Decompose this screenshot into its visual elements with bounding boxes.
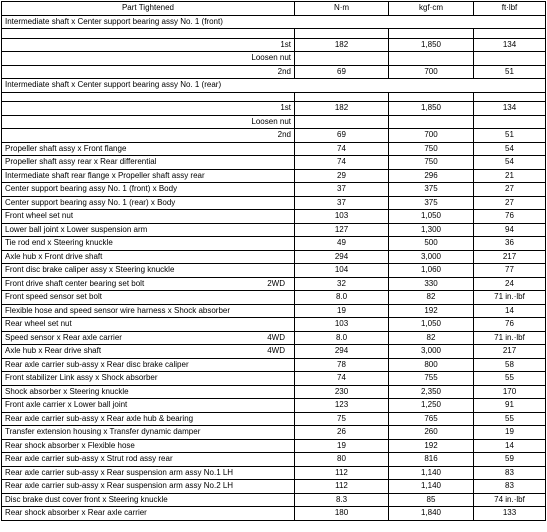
part-name-cell <box>2 453 295 467</box>
empty-cell <box>295 29 389 39</box>
table-body <box>2 15 546 520</box>
torque-ft-lbf: 51 <box>474 129 546 143</box>
table-row <box>2 399 546 413</box>
part-name-cell <box>2 142 295 156</box>
torque-ft-lbf: 94 <box>474 223 546 237</box>
torque-ft-lbf: 170 <box>474 385 546 399</box>
step-label: 1st <box>2 38 295 52</box>
table-row <box>2 223 546 237</box>
empty-cell <box>295 92 389 102</box>
table-row <box>2 196 546 210</box>
torque-nm: 112 <box>295 480 389 494</box>
torque-kgf-cm: 816 <box>389 453 474 467</box>
table-row <box>2 439 546 453</box>
step-label: Loosen nut <box>2 115 295 129</box>
torque-nm: 230 <box>295 385 389 399</box>
table-row <box>2 507 546 521</box>
torque-nm: 182 <box>295 38 389 52</box>
table-row <box>2 291 546 305</box>
torque-ft-lbf <box>474 115 546 129</box>
torque-nm: 294 <box>295 345 389 359</box>
part-name: Center support bearing assy No. 1 (front) x Body <box>5 184 178 194</box>
table-header-row <box>2 2 546 16</box>
table-row <box>2 412 546 426</box>
torque-ft-lbf: 14 <box>474 439 546 453</box>
part-name-cell <box>2 345 295 359</box>
torque-ft-lbf: 91 <box>474 399 546 413</box>
empty-cell <box>2 92 295 102</box>
torque-kgf-cm: 296 <box>389 169 474 183</box>
torque-kgf-cm: 82 <box>389 331 474 345</box>
torque-kgf-cm: 1,850 <box>389 38 474 52</box>
torque-ft-lbf: 14 <box>474 304 546 318</box>
table-row <box>2 345 546 359</box>
part-name: Rear axle carrier sub-assy x Rear axle hub & bearing <box>5 413 194 423</box>
part-name-cell <box>2 237 295 251</box>
table-row <box>2 385 546 399</box>
part-name: Flexible hose and speed sensor wire harness x Shock absorber <box>5 305 231 315</box>
part-name: Front wheel set nut <box>5 211 74 221</box>
torque-kgf-cm: 1,140 <box>389 466 474 480</box>
part-name: Rear wheel set nut <box>5 319 72 329</box>
torque-kgf-cm: 765 <box>389 412 474 426</box>
table-row <box>2 250 546 264</box>
table-row <box>2 183 546 197</box>
part-name-cell <box>2 480 295 494</box>
part-name: Shock absorber x Steering knuckle <box>5 386 129 396</box>
drive-condition: 4WD <box>267 346 285 356</box>
part-name-cell <box>2 156 295 170</box>
torque-ft-lbf: 27 <box>474 183 546 197</box>
torque-nm: 69 <box>295 129 389 143</box>
table-row <box>2 466 546 480</box>
part-name: Rear axle carrier sub-assy x Rear suspension arm assy No.1 LH <box>5 467 234 477</box>
torque-kgf-cm: 750 <box>389 142 474 156</box>
table-row <box>2 480 546 494</box>
torque-ft-lbf: 27 <box>474 196 546 210</box>
torque-kgf-cm: 1,050 <box>389 210 474 224</box>
part-name: Intermediate shaft rear flange x Propeller shaft assy rear <box>5 170 205 180</box>
torque-spec-table <box>1 1 546 521</box>
torque-kgf-cm <box>389 52 474 66</box>
table-row <box>2 79 546 93</box>
torque-kgf-cm: 1,300 <box>389 223 474 237</box>
torque-kgf-cm: 1,050 <box>389 318 474 332</box>
table-row <box>2 142 546 156</box>
torque-nm: 32 <box>295 277 389 291</box>
table-row <box>2 65 546 79</box>
part-name-cell <box>2 372 295 386</box>
torque-ft-lbf: 58 <box>474 358 546 372</box>
torque-ft-lbf: 134 <box>474 38 546 52</box>
table-row <box>2 493 546 507</box>
torque-kgf-cm: 3,000 <box>389 345 474 359</box>
drive-condition: 2WD <box>267 278 285 288</box>
torque-nm: 78 <box>295 358 389 372</box>
table-row <box>2 277 546 291</box>
part-name: Front speed sensor set bolt <box>5 292 102 302</box>
part-name-cell <box>2 385 295 399</box>
step-label: 2nd <box>2 129 295 143</box>
empty-cell <box>389 29 474 39</box>
table-row <box>2 331 546 345</box>
torque-nm: 180 <box>295 507 389 521</box>
part-name-cell <box>2 264 295 278</box>
table-row <box>2 15 546 29</box>
table-row <box>2 52 546 66</box>
part-name: Transfer extension housing x Transfer dynamic damper <box>5 427 201 437</box>
torque-kgf-cm: 700 <box>389 65 474 79</box>
part-name: Tie rod end x Steering knuckle <box>5 238 113 248</box>
torque-kgf-cm: 1,850 <box>389 102 474 116</box>
torque-ft-lbf: 133 <box>474 507 546 521</box>
part-name-cell <box>2 291 295 305</box>
torque-ft-lbf: 55 <box>474 372 546 386</box>
torque-nm: 69 <box>295 65 389 79</box>
part-name: Propeller shaft assy x Front flange <box>5 143 127 153</box>
part-name-cell <box>2 412 295 426</box>
torque-nm: 37 <box>295 196 389 210</box>
part-name-cell <box>2 250 295 264</box>
torque-nm: 123 <box>295 399 389 413</box>
torque-ft-lbf: 55 <box>474 412 546 426</box>
torque-ft-lbf <box>474 52 546 66</box>
part-name: Rear axle carrier sub-assy x Rear disc brake caliper <box>5 359 189 369</box>
part-name: Rear axle carrier sub-assy x Strut rod assy rear <box>5 454 173 464</box>
torque-ft-lbf: 76 <box>474 210 546 224</box>
torque-nm: 74 <box>295 372 389 386</box>
table-row <box>2 115 546 129</box>
torque-ft-lbf: 59 <box>474 453 546 467</box>
part-name-cell <box>2 399 295 413</box>
torque-nm <box>295 115 389 129</box>
torque-kgf-cm: 330 <box>389 277 474 291</box>
part-name: Rear shock absorber x Flexible hose <box>5 440 135 450</box>
header-nm: N·m <box>295 2 389 16</box>
torque-nm: 19 <box>295 304 389 318</box>
torque-ft-lbf: 21 <box>474 169 546 183</box>
torque-nm: 8.0 <box>295 331 389 345</box>
torque-nm: 112 <box>295 466 389 480</box>
part-name-cell <box>2 439 295 453</box>
torque-ft-lbf: 19 <box>474 426 546 440</box>
torque-kgf-cm: 2,350 <box>389 385 474 399</box>
torque-kgf-cm: 1,060 <box>389 264 474 278</box>
torque-ft-lbf: 54 <box>474 142 546 156</box>
torque-nm: 80 <box>295 453 389 467</box>
torque-ft-lbf: 71 in.·lbf <box>474 291 546 305</box>
header-part-tightened: Part Tightened <box>2 2 295 16</box>
torque-kgf-cm: 1,140 <box>389 480 474 494</box>
part-name-cell <box>2 493 295 507</box>
torque-kgf-cm: 375 <box>389 196 474 210</box>
torque-kgf-cm: 1,840 <box>389 507 474 521</box>
part-name-cell <box>2 331 295 345</box>
torque-nm: 26 <box>295 426 389 440</box>
part-name: Rear axle carrier sub-assy x Rear suspension arm assy No.2 LH <box>5 481 234 491</box>
torque-nm: 74 <box>295 156 389 170</box>
torque-nm: 104 <box>295 264 389 278</box>
step-label: 1st <box>2 102 295 116</box>
table-row <box>2 38 546 52</box>
table-row <box>2 210 546 224</box>
table-row <box>2 92 546 102</box>
torque-nm: 29 <box>295 169 389 183</box>
torque-kgf-cm: 82 <box>389 291 474 305</box>
torque-nm <box>295 52 389 66</box>
header-ft-lbf: ft·lbf <box>474 2 546 16</box>
table-row <box>2 372 546 386</box>
table-row <box>2 453 546 467</box>
torque-nm: 37 <box>295 183 389 197</box>
empty-cell <box>474 92 546 102</box>
torque-nm: 19 <box>295 439 389 453</box>
torque-nm: 294 <box>295 250 389 264</box>
part-name-cell <box>2 183 295 197</box>
torque-nm: 49 <box>295 237 389 251</box>
table-row <box>2 318 546 332</box>
empty-cell <box>389 92 474 102</box>
part-name-cell <box>2 277 295 291</box>
torque-ft-lbf: 217 <box>474 345 546 359</box>
part-name: Rear shock absorber x Rear axle carrier <box>5 508 147 518</box>
table-row <box>2 156 546 170</box>
table-row <box>2 129 546 143</box>
torque-kgf-cm <box>389 115 474 129</box>
section-heading: Intermediate shaft x Center support bearing assy No. 1 (rear) <box>2 79 546 93</box>
part-name: Speed sensor x Rear axle carrier <box>5 332 122 342</box>
table-row <box>2 426 546 440</box>
part-name: Front disc brake caliper assy x Steering knuckle <box>5 265 175 275</box>
part-name-cell <box>2 304 295 318</box>
torque-ft-lbf: 36 <box>474 237 546 251</box>
torque-kgf-cm: 3,000 <box>389 250 474 264</box>
torque-nm: 8.3 <box>295 493 389 507</box>
step-label: Loosen nut <box>2 52 295 66</box>
part-name: Axle hub x Rear drive shaft <box>5 346 102 356</box>
table-row <box>2 29 546 39</box>
part-name-cell <box>2 318 295 332</box>
torque-kgf-cm: 85 <box>389 493 474 507</box>
torque-nm: 74 <box>295 142 389 156</box>
part-name-cell <box>2 223 295 237</box>
part-name: Front stabilizer Link assy x Shock absorber <box>5 373 158 383</box>
torque-nm: 103 <box>295 210 389 224</box>
part-name: Front axle carrier x Lower ball joint <box>5 400 128 410</box>
torque-kgf-cm: 500 <box>389 237 474 251</box>
torque-kgf-cm: 750 <box>389 156 474 170</box>
torque-ft-lbf: 24 <box>474 277 546 291</box>
torque-ft-lbf: 134 <box>474 102 546 116</box>
torque-ft-lbf: 71 in.·lbf <box>474 331 546 345</box>
part-name: Lower ball joint x Lower suspension arm <box>5 224 148 234</box>
torque-kgf-cm: 1,250 <box>389 399 474 413</box>
torque-kgf-cm: 192 <box>389 304 474 318</box>
torque-nm: 75 <box>295 412 389 426</box>
torque-kgf-cm: 375 <box>389 183 474 197</box>
part-name-cell <box>2 169 295 183</box>
torque-kgf-cm: 755 <box>389 372 474 386</box>
table-row <box>2 304 546 318</box>
torque-kgf-cm: 260 <box>389 426 474 440</box>
table-row <box>2 169 546 183</box>
torque-nm: 127 <box>295 223 389 237</box>
part-name-cell <box>2 466 295 480</box>
part-name: Disc brake dust cover front x Steering knuckle <box>5 494 168 504</box>
part-name: Axle hub x Front drive shaft <box>5 251 103 261</box>
torque-ft-lbf: 77 <box>474 264 546 278</box>
torque-ft-lbf: 76 <box>474 318 546 332</box>
part-name-cell <box>2 358 295 372</box>
part-name: Front drive shaft center bearing set bolt <box>5 278 145 288</box>
part-name-cell <box>2 210 295 224</box>
torque-ft-lbf: 54 <box>474 156 546 170</box>
table-row <box>2 237 546 251</box>
part-name: Center support bearing assy No. 1 (rear) x Body <box>5 197 176 207</box>
torque-ft-lbf: 51 <box>474 65 546 79</box>
torque-ft-lbf: 217 <box>474 250 546 264</box>
header-kgf-cm: kgf·cm <box>389 2 474 16</box>
torque-ft-lbf: 74 in.·lbf <box>474 493 546 507</box>
part-name-cell <box>2 426 295 440</box>
empty-cell <box>474 29 546 39</box>
torque-nm: 182 <box>295 102 389 116</box>
drive-condition: 4WD <box>267 332 285 342</box>
torque-kgf-cm: 800 <box>389 358 474 372</box>
part-name: Propeller shaft assy rear x Rear differential <box>5 157 157 167</box>
step-label: 2nd <box>2 65 295 79</box>
section-heading: Intermediate shaft x Center support bearing assy No. 1 (front) <box>2 15 546 29</box>
table-row <box>2 264 546 278</box>
table-row <box>2 358 546 372</box>
torque-kgf-cm: 192 <box>389 439 474 453</box>
empty-cell <box>2 29 295 39</box>
table-row <box>2 102 546 116</box>
torque-nm: 103 <box>295 318 389 332</box>
torque-nm: 8.0 <box>295 291 389 305</box>
part-name-cell <box>2 507 295 521</box>
torque-ft-lbf: 83 <box>474 466 546 480</box>
torque-kgf-cm: 700 <box>389 129 474 143</box>
part-name-cell <box>2 196 295 210</box>
torque-ft-lbf: 83 <box>474 480 546 494</box>
